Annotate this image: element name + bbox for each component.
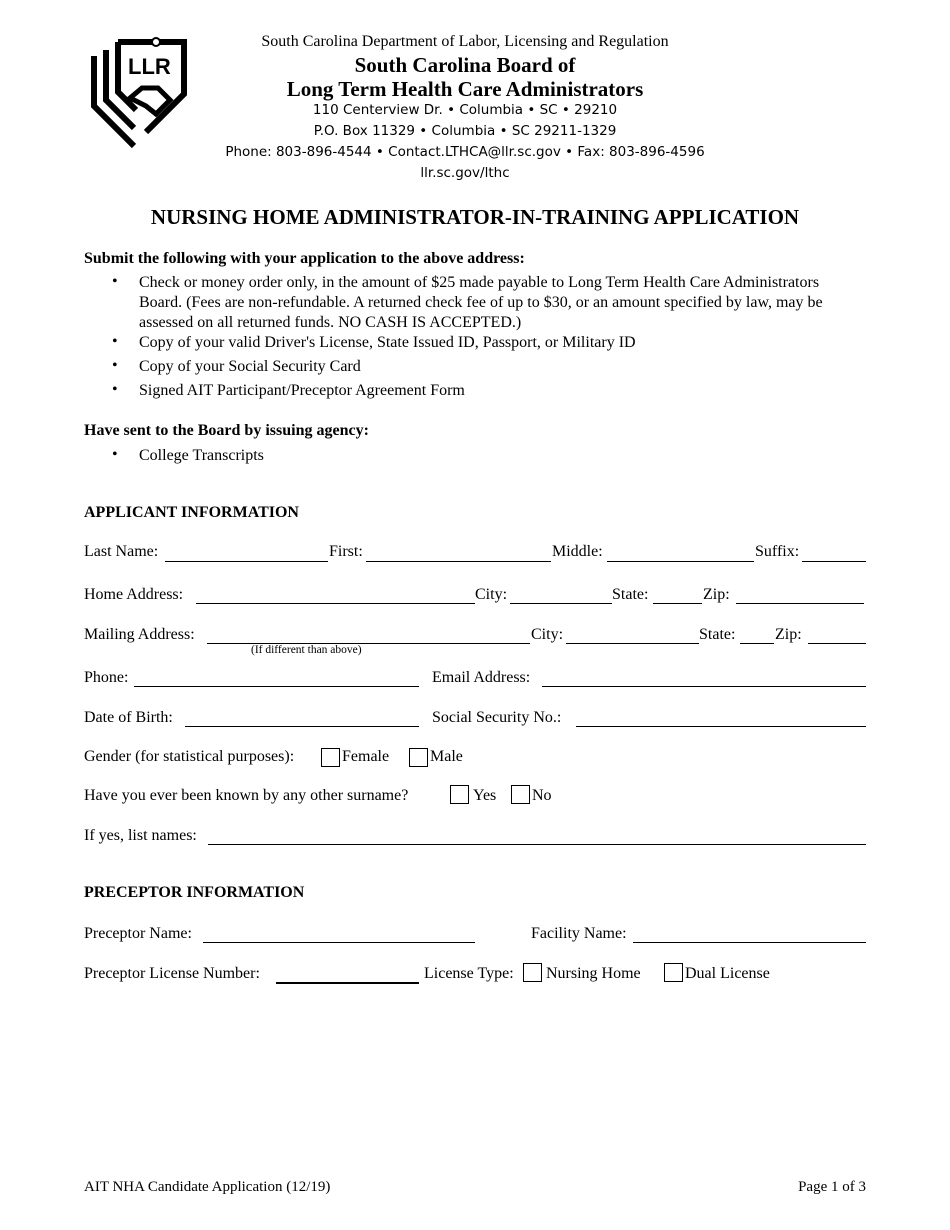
department-name: South Carolina Department of Labor, Licensing and Regulation [261,33,669,50]
mailing-address-label: Mailing Address: [84,626,195,643]
list-names-label: If yes, list names: [84,827,197,844]
suffix-field[interactable] [802,561,866,562]
preceptor-name-field[interactable] [203,942,475,943]
middle-name-label: Middle: [552,543,603,560]
license-number-label: Preceptor License Number: [84,965,260,982]
bullet-icon: • [112,333,118,350]
home-address-field[interactable] [196,603,475,604]
submit-item-ssn-card: Copy of your Social Security Card [139,358,361,375]
submit-item-fee: Check or money order only, in the amount of $25 made payable to Long Term Health Care Administrators Board. (Fees are non-refundable. A returned check fee of up to $30, or an amount specified by law, may be assessed on all returned funds. NO CASH IS ACCEPTED.) [139,274,823,331]
phone-field[interactable] [134,686,419,687]
page-title: NURSING HOME ADMINISTRATOR-IN-TRAINING APPLICATION [150,205,800,229]
ssn-field[interactable] [576,726,866,727]
board-name-line1: South Carolina Board of [354,53,576,77]
preceptor-name-label: Preceptor Name: [84,925,192,942]
dual-license-label: Dual License [685,965,770,982]
po-box-address: P.O. Box 11329 • Columbia • SC 29211-1329 [313,123,617,139]
street-address: 110 Centerview Dr. • Columbia • SC • 29210 [312,102,618,118]
home-city-field[interactable] [510,603,612,604]
home-state-label: State: [612,586,649,603]
gender-label: Gender (for statistical purposes): [84,748,295,765]
board-name-line2: Long Term Health Care Administrators [286,77,644,101]
middle-name-field[interactable] [607,561,754,562]
applicant-heading: APPLICANT INFORMATION [84,504,299,521]
email-field[interactable] [542,686,866,687]
submit-item-agreement: Signed AIT Participant/Preceptor Agreement Form [139,382,465,399]
first-name-field[interactable] [366,561,551,562]
mailing-state-field[interactable] [740,643,774,644]
home-zip-field[interactable] [736,603,864,604]
license-type-label: License Type: [424,965,514,982]
footer-form-id: AIT NHA Candidate Application (12/19) [84,1179,331,1195]
website: llr.sc.gov/lthc [420,165,510,181]
nursing-home-label: Nursing Home [546,965,641,982]
home-zip-label: Zip: [703,586,730,603]
first-name-label: First: [329,543,363,560]
ssn-label: Social Security No.: [432,709,562,726]
contact-info: Phone: 803-896-4544 • Contact.LTHCA@llr.sc.gov • Fax: 803-896-4596 [225,144,705,160]
license-number-field[interactable] [276,982,419,984]
facility-name-label: Facility Name: [531,925,627,942]
mailing-zip-label: Zip: [775,626,802,643]
last-name-label: Last Name: [84,543,159,560]
agency-heading: Have sent to the Board by issuing agency: [84,422,369,439]
phone-label: Phone: [84,669,129,686]
suffix-label: Suffix: [755,543,800,560]
submit-heading: Submit the following with your application to the above address: [84,250,525,267]
logo-text: LLR [128,54,171,79]
surname-question: Have you ever been known by any other surname? [84,787,409,804]
dual-license-checkbox[interactable] [664,963,683,982]
female-checkbox[interactable] [321,748,340,767]
bullet-icon: • [112,381,118,398]
list-names-field[interactable] [208,844,866,845]
mailing-zip-field[interactable] [808,643,866,644]
mailing-note: (If different than above) [251,644,362,656]
dob-label: Date of Birth: [84,709,173,726]
surname-no-label: No [532,787,552,804]
page-number: Page 1 of 3 [798,1179,866,1195]
surname-no-checkbox[interactable] [511,785,530,804]
female-label: Female [342,748,390,765]
mailing-city-field[interactable] [566,643,699,644]
llr-logo [86,36,196,154]
preceptor-heading: PRECEPTOR INFORMATION [84,884,305,901]
bullet-icon: • [112,273,118,290]
facility-name-field[interactable] [633,942,866,943]
male-label: Male [430,748,463,765]
male-checkbox[interactable] [409,748,428,767]
surname-yes-checkbox[interactable] [450,785,469,804]
mailing-city-label: City: [531,626,564,643]
agency-item-transcripts: College Transcripts [139,447,264,464]
home-address-label: Home Address: [84,586,184,603]
email-label: Email Address: [432,669,531,686]
submit-item-id: Copy of your valid Driver's License, State Issued ID, Passport, or Military ID [139,334,636,351]
home-city-label: City: [475,586,508,603]
surname-yes-label: Yes [473,787,497,804]
last-name-field[interactable] [165,561,328,562]
bullet-icon: • [112,446,118,463]
dob-field[interactable] [185,726,419,727]
mailing-state-label: State: [699,626,736,643]
bullet-icon: • [112,357,118,374]
home-state-field[interactable] [653,603,702,604]
nursing-home-checkbox[interactable] [523,963,542,982]
